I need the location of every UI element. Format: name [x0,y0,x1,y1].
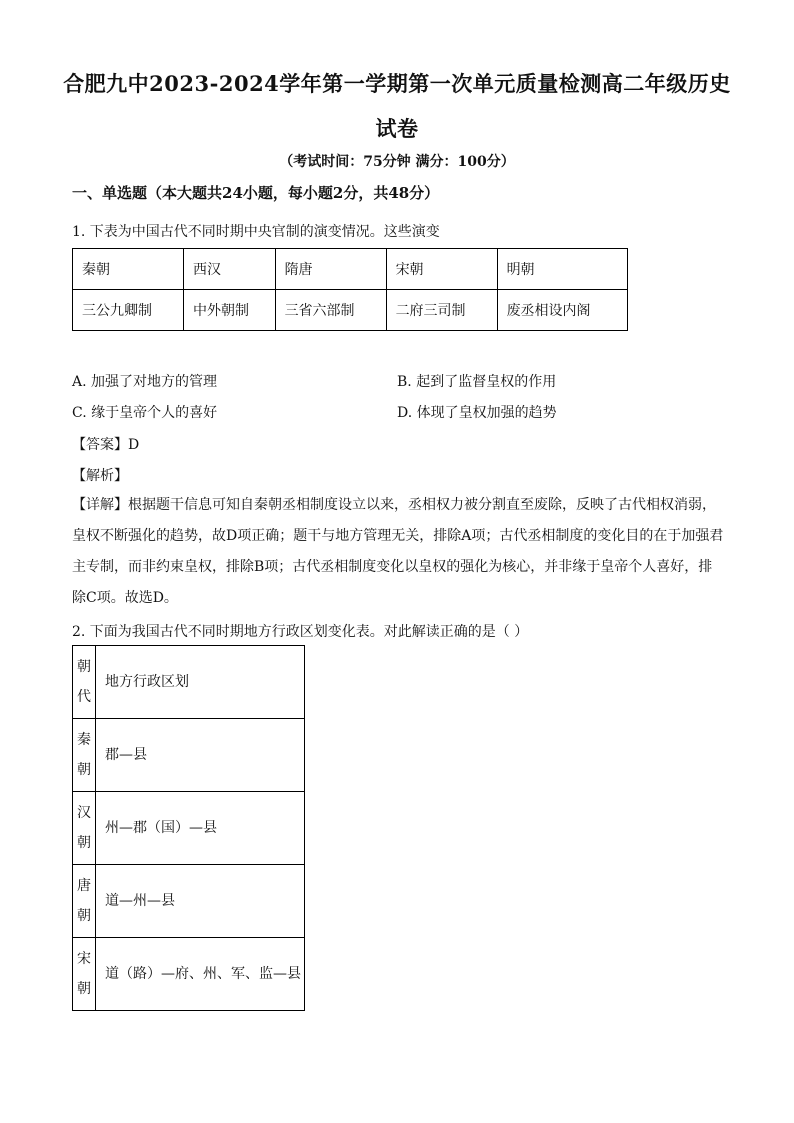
question-1-stem: 1. 下表为中国古代不同时期中央官制的演变情况。这些演变 [72,224,440,240]
era-cell: 汉朝 [73,792,96,865]
table-cell: 废丞相设内阁 [497,290,627,331]
region-cell: 道—州—县 [96,865,305,938]
table-cell: 隋唐 [275,249,386,290]
option-c: C. 缘于皇帝个人的喜好 [72,405,218,421]
option-d: D. 体现了皇权加强的趋势 [397,405,557,421]
region-cell: 道（路）—府、州、军、监—县 [96,938,305,1011]
table-row [73,865,305,938]
region-cell: 州—郡（国）—县 [96,792,305,865]
table-row [73,792,305,865]
table-cell: 明朝 [497,249,627,290]
page-title-continued: 试卷 [375,116,419,141]
question-2-table [72,645,305,1011]
analysis-text: 【详解】根据题干信息可知自秦朝丞相制度设立以来，丞相权力被分割直至废除，反映了古代相权消弱，皇权不断强化的趋势，故D项正确；题干与地方管理无关，排除A项；古代丞相制度的变化目的在于加强君主专制，而非约束皇权，排除B项；古代丞相制度变化以皇权的强化为核心，并非缘于皇帝个人喜好，排除C项。故选D。 [72,497,724,606]
answer-label: 【答案】D [72,437,140,453]
exam-info: （考试时间：75分钟 满分：100分） [279,154,515,170]
table-cell: 中外朝制 [184,290,276,331]
table-row [73,290,628,331]
table-cell: 秦朝 [73,249,184,290]
era-cell: 秦朝 [73,719,96,792]
table-row [73,938,305,1011]
table-cell: 三省六部制 [275,290,386,331]
table-row [73,719,305,792]
era-cell: 宋朝 [73,938,96,1011]
page-title: 合肥九中2023-2024学年第一学期第一次单元质量检测高二年级历史 [63,71,731,96]
table-cell: 西汉 [184,249,276,290]
region-cell: 地方行政区划 [96,646,305,719]
section-heading: 一、单选题（本大题共24小题，每小题2分，共48分） [72,184,440,202]
analysis-label: 【解析】 [72,468,128,484]
table-cell: 三公九卿制 [73,290,184,331]
option-b: B. 起到了监督皇权的作用 [397,374,557,390]
region-cell: 郡—县 [96,719,305,792]
era-cell: 唐朝 [73,865,96,938]
option-a: A. 加强了对地方的管理 [72,374,218,390]
question-2-stem: 2. 下面为我国古代不同时期地方行政区划变化表。对此解读正确的是（ ） [72,624,529,640]
table-cell: 宋朝 [386,249,497,290]
era-cell: 朝代 [73,646,96,719]
table-row [73,249,628,290]
question-1-table [72,248,628,331]
table-row [73,646,305,719]
table-cell: 二府三司制 [386,290,497,331]
